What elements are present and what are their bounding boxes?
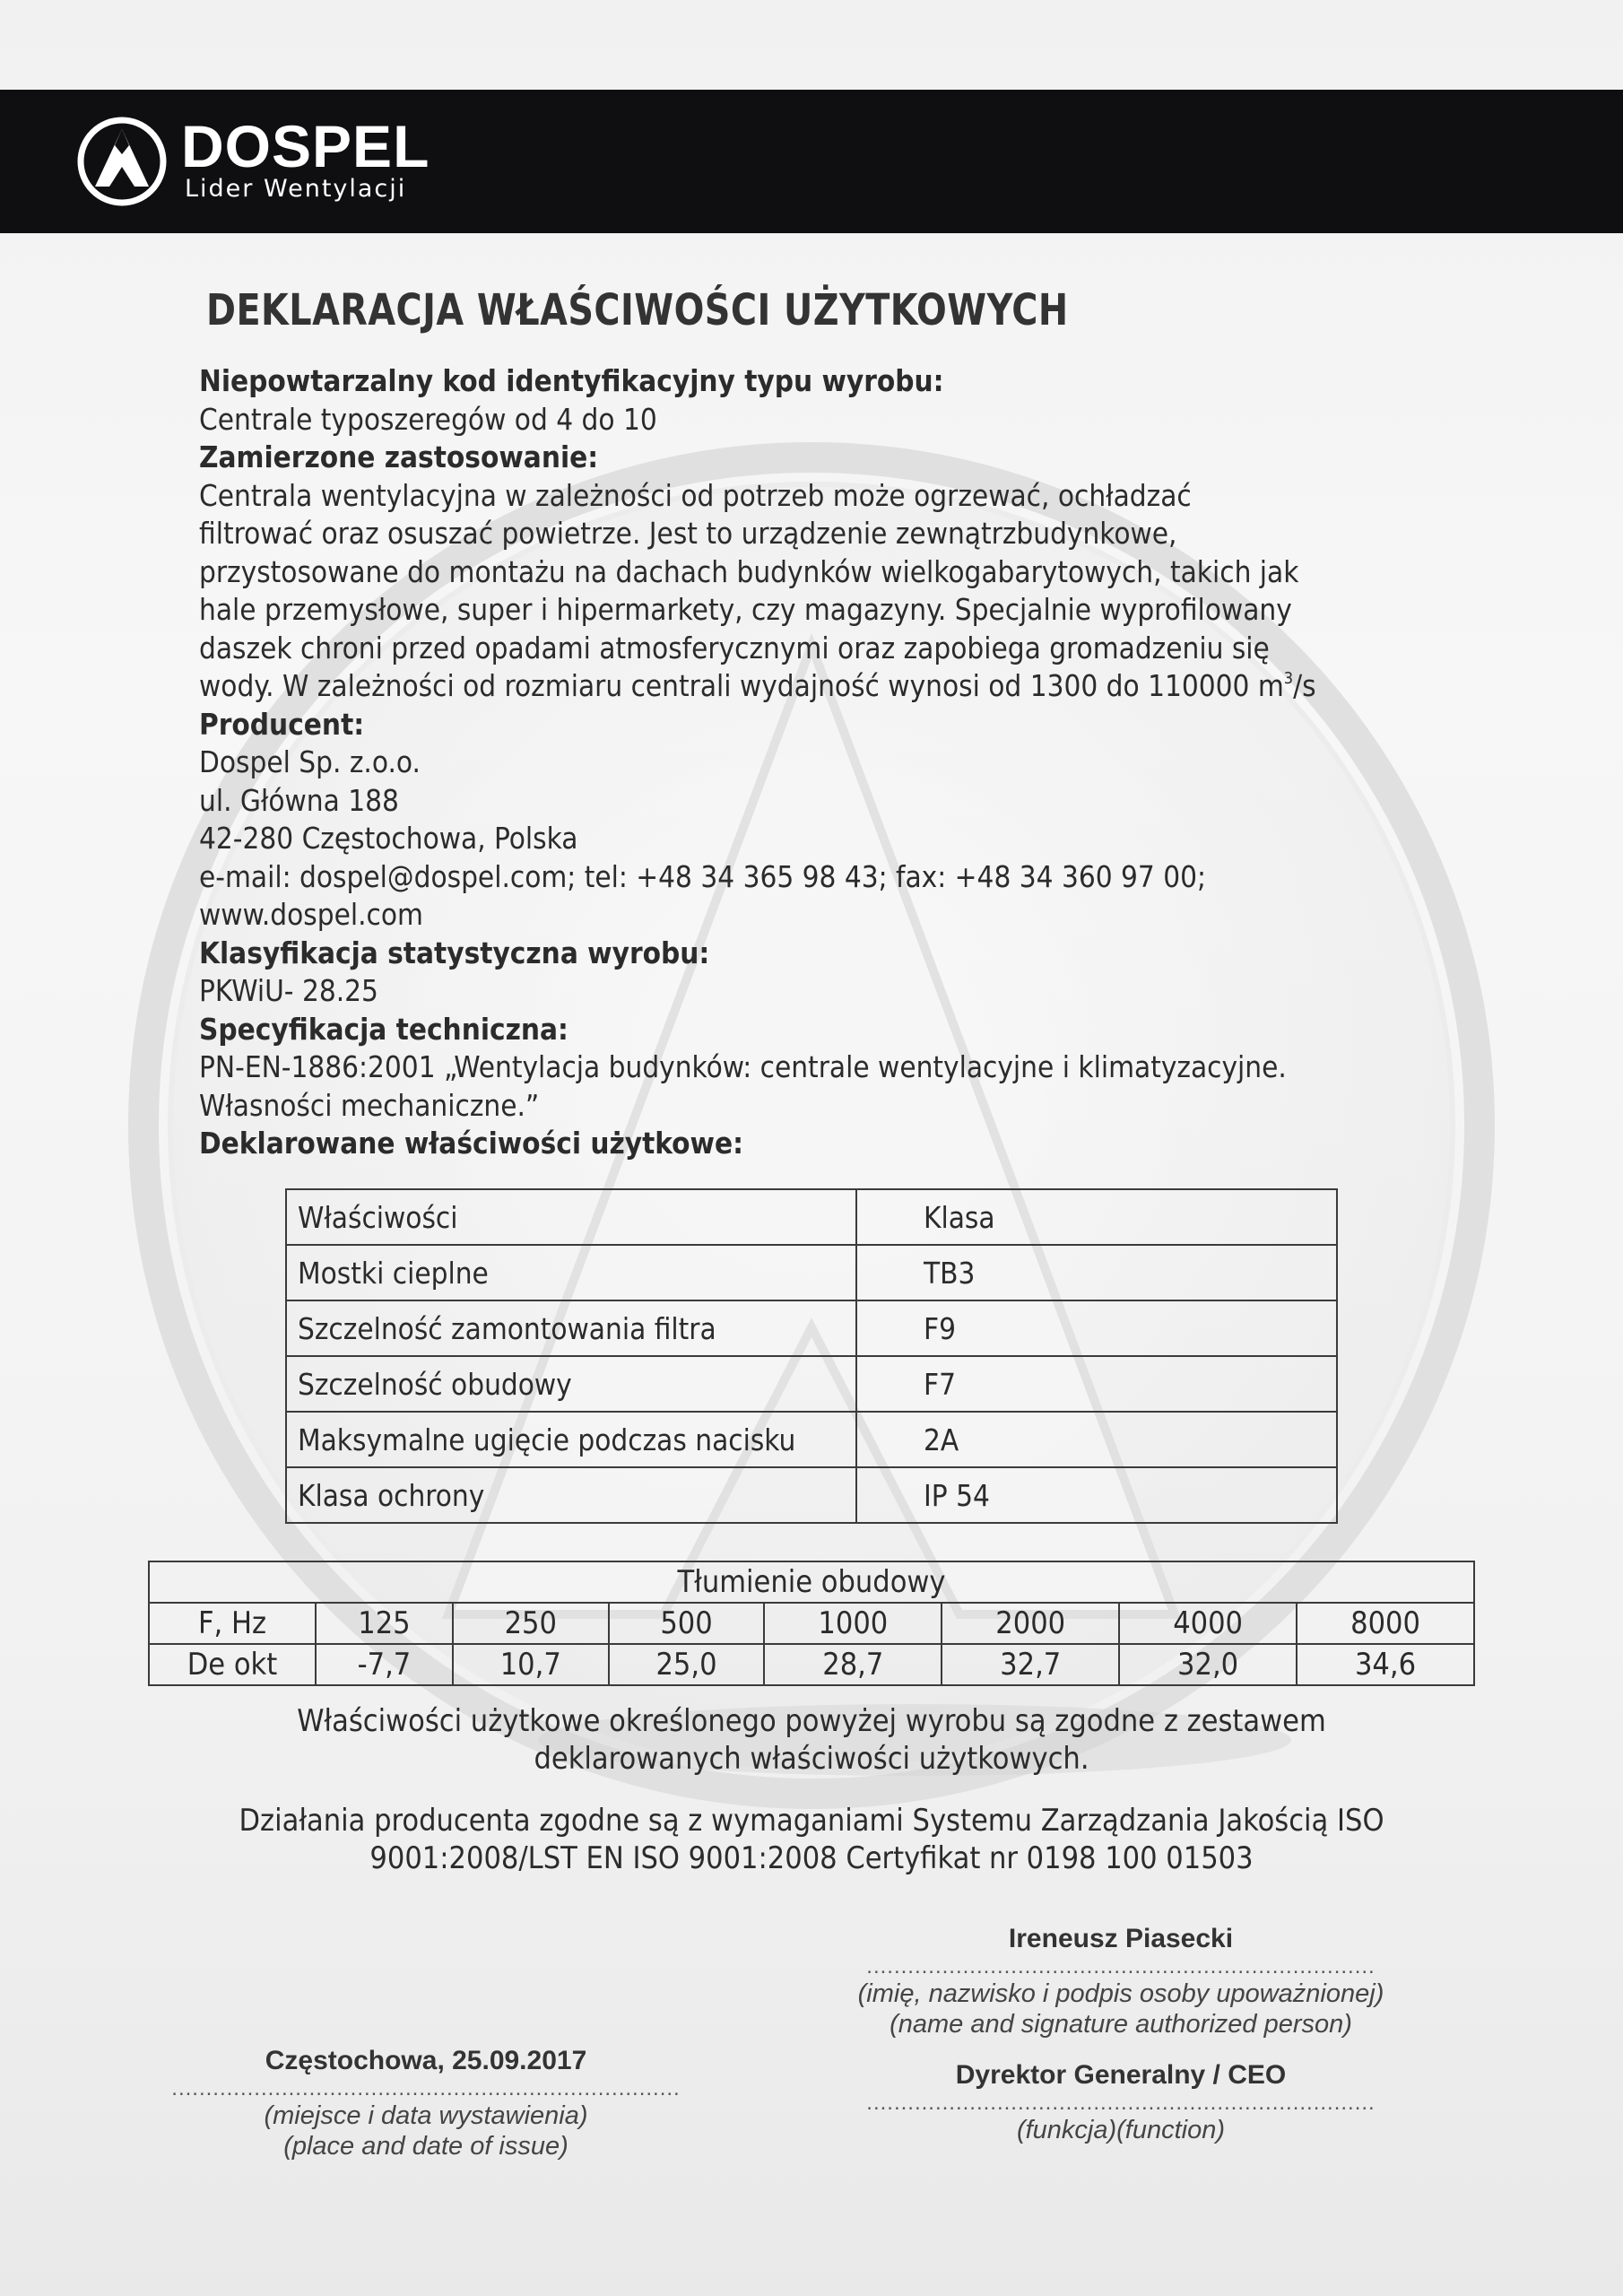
table-header-row xyxy=(286,1189,1337,1245)
iso-line: 9001:2008/LST EN ISO 9001:2008 Certyfikat nr 0198 100 01503 xyxy=(369,1840,1254,1876)
classification-value: PKWiU- 28.25 xyxy=(199,973,378,1008)
attenuation-value-cell: 10,7 xyxy=(453,1644,609,1685)
brand-name: DOSPEL xyxy=(181,113,430,179)
property-class: IP 54 xyxy=(856,1467,1337,1523)
property-name: Klasa ochrony xyxy=(286,1467,856,1523)
brand-logo[interactable] xyxy=(75,115,430,208)
code-value: Centrale typoszeregów od 4 do 10 xyxy=(199,401,657,437)
attenuation-value-cell: 28,7 xyxy=(764,1644,942,1685)
classification-label: Klasyfikacja statystyczna wyrobu: xyxy=(199,935,710,970)
frequency-cell: 500 xyxy=(609,1603,765,1644)
conformity-statement xyxy=(0,1702,1623,1778)
attenuation-value-row xyxy=(149,1644,1474,1685)
table-row xyxy=(286,1356,1337,1412)
attenuation-value-cell: -7,7 xyxy=(316,1644,453,1685)
property-name: Szczelność zamontowania filtra xyxy=(286,1300,856,1356)
place-date-note-en: (place and date of issue) xyxy=(283,2132,568,2161)
intended-use-line: filtrować oraz osuszać powietrze. Jest to urządzenie zewnątrzbudynkowe, xyxy=(199,516,1177,551)
producer-company: Dospel Sp. z.o.o. xyxy=(199,744,421,779)
property-class: 2A xyxy=(856,1412,1337,1467)
iso-line: Działania producenta zgodne są z wymaganiami Systemu Zarządzania Jakością ISO xyxy=(239,1803,1384,1839)
signature-note-en: (name and signature authorized person) xyxy=(890,2010,1352,2039)
properties-table xyxy=(285,1188,1338,1524)
property-class: TB3 xyxy=(856,1245,1337,1300)
producer-website[interactable]: www.dospel.com xyxy=(199,897,423,932)
table-row xyxy=(286,1245,1337,1300)
attenuation-value-cell: 32,0 xyxy=(1119,1644,1297,1685)
iso-statement xyxy=(0,1802,1623,1877)
header-bar xyxy=(0,90,1623,233)
intended-use-line: hale przemysłowe, super i hipermarkety, czy magazyny. Specjalnie wyprofilowany xyxy=(199,592,1292,627)
signatory-name: Ireneusz Piasecki xyxy=(1008,1924,1234,1953)
declared-label: Deklarowane właściwości użytkowe: xyxy=(199,1126,744,1161)
frequency-cell: 2000 xyxy=(942,1603,1119,1644)
producer-street: ul. Główna 188 xyxy=(199,782,399,818)
producer-city: 42-280 Częstochowa, Polska xyxy=(199,821,578,856)
conformity-line: Właściwości użytkowe określonego powyżej wyrobu są zgodne z zestawem xyxy=(297,1703,1326,1739)
place-date-value: Częstochowa, 25.09.2017 xyxy=(265,2046,587,2075)
frequency-row xyxy=(149,1603,1474,1644)
place-date-line: .......................................................................... xyxy=(171,2077,681,2100)
property-class: F7 xyxy=(856,1356,1337,1412)
frequency-cell: 250 xyxy=(453,1603,609,1644)
property-class: F9 xyxy=(856,1300,1337,1356)
attenuation-value-cell: 34,6 xyxy=(1297,1644,1474,1685)
document-body xyxy=(199,362,1454,1163)
spec-label: Specyfikacja techniczna: xyxy=(199,1011,568,1047)
capacity-text: wody. W zależności od rozmiaru centrali wydajność wynosi od 1300 do 110000 m xyxy=(199,668,1284,703)
column-header-class: Klasa xyxy=(856,1189,1337,1245)
table-row xyxy=(286,1412,1337,1467)
intended-use-line xyxy=(199,667,1454,706)
signatory-function: Dyrektor Generalny / CEO xyxy=(955,2060,1287,2090)
place-date-note-pl: (miejsce i data wystawienia) xyxy=(264,2101,588,2130)
spec-line: PN-EN-1886:2001 „Wentylacja budynków: centrale wentylacyjne i klimatyzacyjne. xyxy=(199,1049,1287,1084)
document-title: DEKLARACJA WŁAŚCIWOŚCI UŻYTKOWYCH xyxy=(206,285,1069,335)
frequency-label: F, Hz xyxy=(149,1603,316,1644)
authorized-signature-block xyxy=(834,1923,1408,2145)
code-label: Niepowtarzalny kod identyfikacyjny typu wyrobu: xyxy=(199,363,944,398)
function-note: (funkcja)(function) xyxy=(1016,2116,1226,2144)
brand-tagline: Lider Wentylacji xyxy=(185,175,407,203)
dospel-peak-circle-icon xyxy=(75,115,169,208)
property-name: Mostki cieplne xyxy=(286,1245,856,1300)
attenuation-table xyxy=(148,1561,1475,1686)
intended-use-line: daszek chroni przed opadami atmosferycznymi oraz zapobiega gromadzeniu się xyxy=(199,630,1270,665)
frequency-cell: 8000 xyxy=(1297,1603,1474,1644)
place-date-block xyxy=(170,2045,681,2161)
property-name: Maksymalne ugięcie podczas nacisku xyxy=(286,1412,856,1467)
producer-contact[interactable]: e-mail: dospel@dospel.com; tel: +48 34 365 98 43; fax: +48 34 360 97 00; xyxy=(199,858,1206,894)
frequency-cell: 125 xyxy=(316,1603,453,1644)
property-name: Szczelność obudowy xyxy=(286,1356,856,1412)
signature-line: .......................................................................... xyxy=(866,1955,1376,1979)
capacity-unit-suffix: /s xyxy=(1293,668,1316,703)
function-line: .......................................................................... xyxy=(866,2092,1376,2115)
intended-use-line: Centrala wentylacyjna w zależności od potrzeb może ogrzewać, ochładzać xyxy=(199,477,1192,513)
conformity-line: deklarowanych właściwości użytkowych. xyxy=(534,1741,1089,1777)
signature-note-pl: (imię, nazwisko i podpis osoby upoważnionej) xyxy=(857,1979,1384,2008)
table-row xyxy=(286,1467,1337,1523)
intended-use-line: przystosowane do montażu na dachach budynków wielkogabarytowych, takich jak xyxy=(199,553,1299,589)
spec-line: Własności mechaniczne.” xyxy=(199,1087,540,1123)
producer-label: Producent: xyxy=(199,706,365,742)
attenuation-title: Tłumienie obudowy xyxy=(149,1561,1474,1603)
attenuation-value-cell: 25,0 xyxy=(609,1644,765,1685)
attenuation-value-cell: 32,7 xyxy=(942,1644,1119,1685)
table-row xyxy=(286,1300,1337,1356)
attenuation-value-label: De okt xyxy=(149,1644,316,1685)
column-header-property: Właściwości xyxy=(286,1189,856,1245)
frequency-cell: 4000 xyxy=(1119,1603,1297,1644)
intended-use-label: Zamierzone zastosowanie: xyxy=(199,439,599,474)
frequency-cell: 1000 xyxy=(764,1603,942,1644)
capacity-unit-exponent: 3 xyxy=(1283,669,1294,688)
attenuation-title-row xyxy=(149,1561,1474,1603)
